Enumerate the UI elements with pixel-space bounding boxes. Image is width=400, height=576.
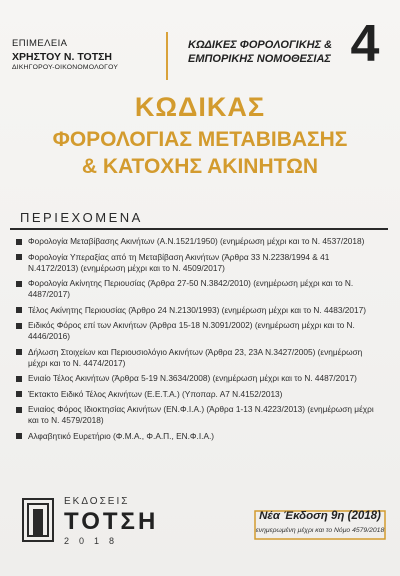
editor-profession: ΔΙΚΗΓΟΡΟΥ-ΟΙΚΟΝΟΜΟΛΟΓΟΥ <box>12 64 119 71</box>
contents-item: Δήλωση Στοιχείων και Περιουσιολόγιο Ακινήτων (Άρθρα 23, 23Α Ν.3427/2005) (ενημέρωση μέχρι και το Ν. 4474/2017) <box>16 347 380 369</box>
publisher-name: ΤΟΤΣΗ <box>64 508 159 535</box>
publisher-label: ΕΚΔΟΣΕΙΣ <box>64 496 130 507</box>
square-bullet-icon <box>16 254 22 260</box>
contents-item: Ενιαίο Τέλος Ακινήτων (Άρθρα 5-19 Ν.3634/2008) (ενημέρωση μέχρι και το Ν. 4487/2017) <box>16 373 380 384</box>
contents-item: Αλφαβητικό Ευρετήριο (Φ.Μ.Α., Φ.Α.Π., ΕΝ.Φ.Ι.Α.) <box>16 431 380 442</box>
contents-item: Φορολογία Μεταβίβασης Ακινήτων (Α.Ν.1521/1950) (ενημέρωση μέχρι και το Ν. 4537/2018) <box>16 236 380 247</box>
book-title-line-2: ΦΟΡΟΛΟΓΙΑΣ ΜΕΤΑΒΙΒΑΣΗΣ <box>52 128 348 151</box>
square-bullet-icon <box>16 307 22 313</box>
edition-title: Νέα Έκδοση 9η (2018) <box>259 510 381 522</box>
series-title <box>188 38 338 66</box>
square-bullet-icon <box>16 391 22 397</box>
contents-list <box>16 236 380 446</box>
series-number: 4 <box>350 15 380 73</box>
square-bullet-icon <box>16 376 22 382</box>
square-bullet-icon <box>16 407 22 413</box>
editor-block <box>12 38 162 71</box>
square-bullet-icon <box>16 239 22 245</box>
book-title-line-3: & ΚΑΤΟΧΗΣ ΑΚΙΝΗΤΩΝ <box>81 155 319 178</box>
book-title-main: ΚΩΔΙΚΑΣ <box>134 92 266 122</box>
square-bullet-icon <box>16 433 22 439</box>
square-bullet-icon <box>16 281 22 287</box>
series-line-1: ΚΩΔΙΚΕΣ ΦΟΡΟΛΟΓΙΚΗΣ & <box>188 39 333 51</box>
edition-subtitle: ενημερωμένη μέχρι και το Νόμο 4579/2018 <box>255 527 385 534</box>
contents-item: Φορολογία Υπεραξίας από τη Μεταβίβαση Ακινήτων (Άρθρα 33 Ν.2238/1994 & 41 Ν.4172/2013) (ενημέρωση μέχρι και το Ν. 4509/2017) <box>16 252 380 274</box>
publisher-logo-icon <box>22 498 54 542</box>
editor-label: ΕΠΙΜΕΛΕΙΑ <box>12 38 68 49</box>
contents-item: Ενιαίος Φόρος Ιδιοκτησίας Ακινήτων (ΕΝ.Φ.Ι.Α.) (Άρθρα 1-13 Ν.4223/2013) (ενημέρωση μέχρι και το Ν. 4579/2018) <box>16 404 380 426</box>
contents-item: Ειδικός Φόρος επί των Ακινήτων (Άρθρα 15-18 Ν.3091/2002) (ενημέρωση μέχρι και το Ν. 4446/2016) <box>16 320 380 342</box>
contents-item: Έκτακτο Ειδικό Τέλος Ακινήτων (Ε.Ε.Τ.Α.) (Υποπαρ. Α7 Ν.4152/2013) <box>16 389 380 400</box>
series-line-2: ΕΜΠΟΡΙΚΗΣ ΝΟΜΟΘΕΣΙΑΣ <box>188 53 331 65</box>
contents-item: Τέλος Ακίνητης Περιουσίας (Άρθρο 24 Ν.2130/1993) (ενημέρωση μέχρι και το Ν. 4483/2017) <box>16 305 380 316</box>
editor-name: ΧΡΗΣΤΟΥ Ν. ΤΟΤΣΗ <box>12 51 113 63</box>
square-bullet-icon <box>16 349 22 355</box>
contents-item: Φορολογία Ακίνητης Περιουσίας (Άρθρα 27-50 Ν.3842/2010) (ενημέρωση μέχρι και το Ν. 4487/2017) <box>16 278 380 300</box>
square-bullet-icon <box>16 323 22 329</box>
contents-heading: ΠΕΡΙΕΧΟΜΕΝΑ <box>20 210 143 225</box>
publisher-year: 2018 <box>64 536 125 546</box>
